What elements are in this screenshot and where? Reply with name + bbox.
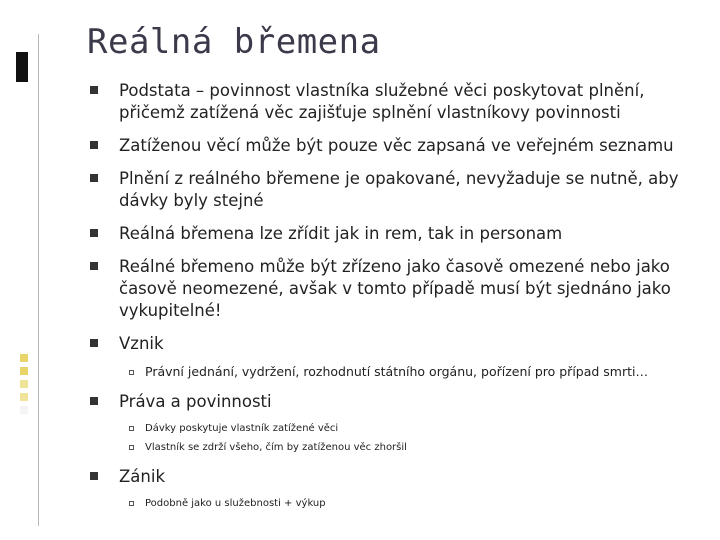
bullet-text: Plnění z reálného břemene je opakované, nevyžaduje se nutně, aby dávky byly stejné — [119, 169, 679, 210]
bullet-item — [88, 168, 688, 212]
bullet-item — [88, 80, 688, 124]
square-bullet-icon — [90, 174, 98, 182]
hollow-square-bullet-icon — [129, 370, 134, 375]
sub-bullet-item — [119, 422, 688, 436]
decorative-square — [20, 393, 28, 401]
bullet-text: Vznik — [119, 334, 164, 353]
decorative-square — [20, 406, 28, 414]
decorative-square — [20, 354, 28, 362]
bullet-text: Práva a povinnosti — [119, 392, 272, 411]
bullet-item — [88, 223, 688, 245]
sub-bullet-text: Vlastník se zdrží všeho, čím by zatíženou věc zhoršil — [145, 442, 407, 453]
sub-bullet-text: Právní jednání, vydržení, rozhodnutí státního orgánu, pořízení pro případ smrti… — [145, 364, 648, 379]
sub-bullet-item — [119, 497, 688, 511]
bullet-item — [88, 466, 688, 511]
title-accent-bar — [16, 52, 28, 82]
square-bullet-icon — [90, 339, 98, 347]
hollow-square-bullet-icon — [129, 445, 134, 450]
decorative-squares — [20, 354, 30, 419]
bullet-item — [88, 135, 688, 157]
bullet-item — [88, 256, 688, 322]
square-bullet-icon — [90, 86, 98, 94]
decorative-square — [20, 367, 28, 375]
bullet-item — [88, 391, 688, 455]
bullet-text: Zánik — [119, 467, 166, 486]
slide-title: Reálná břemena — [87, 22, 381, 62]
bullet-list — [88, 80, 688, 511]
bullet-item — [88, 333, 688, 380]
sub-bullet-text: Dávky poskytuje vlastník zatížené věci — [145, 423, 339, 434]
sub-bullet-list — [119, 422, 688, 455]
bullet-text: Zatíženou věcí může být pouze věc zapsaná ve veřejném seznamu — [119, 136, 674, 155]
sub-bullet-item — [119, 364, 688, 380]
sub-bullet-list — [119, 364, 688, 380]
sub-bullet-text: Podobně jako u služebnosti + výkup — [145, 498, 326, 509]
left-vertical-rule — [38, 34, 39, 526]
bullet-text: Reálné břemeno může být zřízeno jako časově omezené nebo jako časově neomezené, avšak v tomto případě musí být sjednáno jako vykupitelné! — [119, 257, 671, 320]
bullet-text: Reálná břemena lze zřídit jak in rem, tak in personam — [119, 224, 563, 243]
square-bullet-icon — [90, 229, 98, 237]
sub-bullet-item — [119, 441, 688, 455]
square-bullet-icon — [90, 141, 98, 149]
hollow-square-bullet-icon — [129, 426, 134, 431]
decorative-square — [20, 380, 28, 388]
bullet-text: Podstata – povinnost vlastníka služebné věci poskytovat plnění, přičemž zatížená věc zajišťuje splnění vlastníkovy povinnosti — [119, 81, 645, 122]
square-bullet-icon — [90, 397, 98, 405]
sub-bullet-list — [119, 497, 688, 511]
square-bullet-icon — [90, 262, 98, 270]
slide-content — [88, 80, 688, 522]
hollow-square-bullet-icon — [129, 501, 134, 506]
square-bullet-icon — [90, 472, 98, 480]
